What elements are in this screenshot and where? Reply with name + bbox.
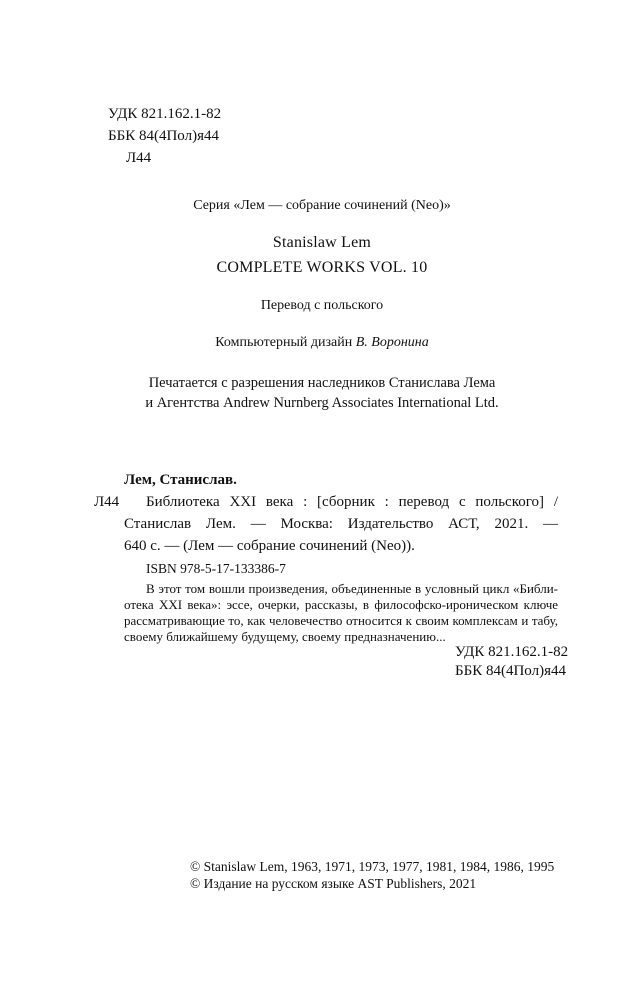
series-line: Серия «Лем — собрание сочинений (Neo)» [193,198,451,213]
bib-author-mark: Л44 [94,494,120,510]
design-credit [0,335,644,351]
bib-line-1: Библиотека XXI века : [сборник : перевод с польского] / [146,494,558,510]
copyright-edition: © Издание на русском языке AST Publishers, 2021 [190,876,477,891]
abstract-line-3: рассматривающие то, как человечество относится к своим комплексам и табу, [124,613,558,628]
design-label: Компьютерный дизайн [215,335,353,350]
author-mark-top: Л44 [126,150,152,166]
translation-note: Перевод с польского [260,298,384,313]
copyright-author: © Stanislaw Lem, 1963, 1971, 1973, 1977, 1981, 1984, 1986, 1995 [190,859,555,874]
permission-line-1: Печатается с разрешения наследников Станислава Лема [148,375,496,391]
isbn: ISBN 978-5-17-133386-7 [146,561,286,576]
permission-line-2: и Агентства Andrew Nurnberg Associates International Ltd. [145,395,499,411]
bib-heading: Лем, Станислав. [124,472,237,488]
abstract-line-2: отека XXI века»: эссе, очерки, рассказы, в философско-ироническом ключе [124,597,558,612]
original-title: COMPLETE WORKS VOL. 10 [216,259,428,276]
bib-line-3: 640 с. — (Лем — собрание сочинений (Neo)). [124,538,415,554]
abstract-line-4: своему ближайшему будущему, своему предназначению... [124,629,446,644]
designer-name: В. Воронина [355,335,429,350]
udk-code-bottom: УДК 821.162.1-82 [455,644,569,660]
bib-line-2: Станислав Лем. — Москва: Издательство АСТ, 2021. — [124,516,558,532]
abstract-line-1: В этот том вошли произведения, объединенные в условный цикл «Библи- [146,581,558,596]
udk-code-top: УДК 821.162.1-82 [108,106,222,122]
bbk-code-top: ББК 84(4Пол)я44 [108,128,219,144]
bbk-code-bottom: ББК 84(4Пол)я44 [455,663,566,679]
original-author: Stanislaw Lem [272,234,372,251]
